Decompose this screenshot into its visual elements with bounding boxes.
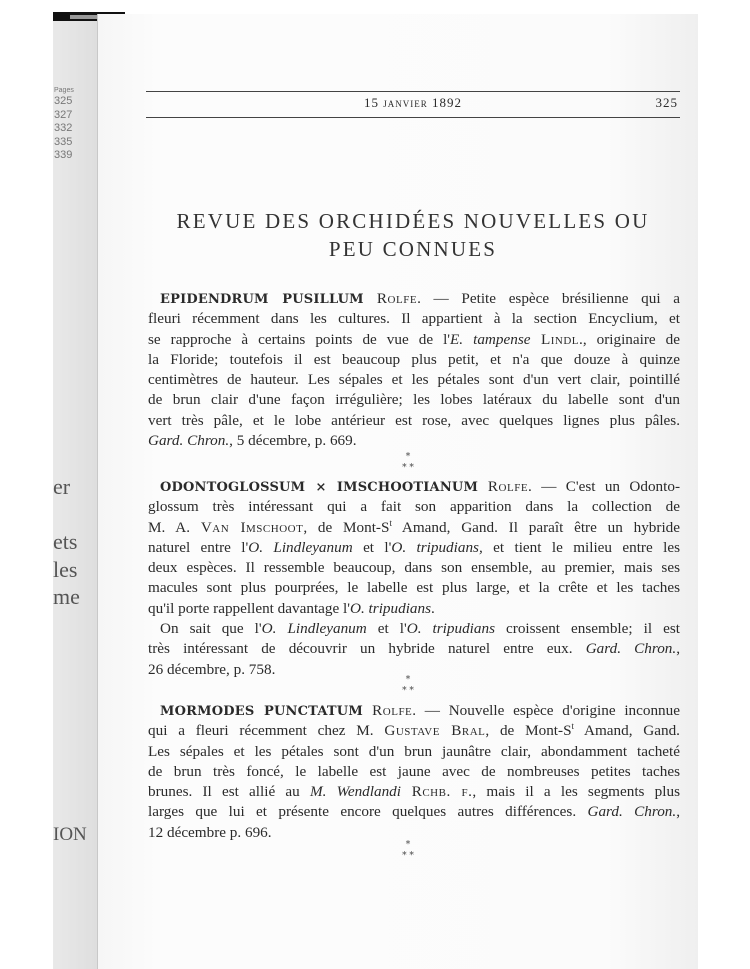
entry-odontoglossum-imschootianum — [148, 477, 680, 680]
author-name: Lindl — [530, 330, 580, 348]
text-segment: , de Mont-S — [485, 722, 572, 740]
section-separator — [393, 840, 423, 862]
text-line — [148, 701, 680, 721]
text-segment: se rapproche à certains points de vue de l' — [148, 330, 451, 348]
text-segment: . — C'est un Odonto- — [528, 478, 681, 495]
species-name: MORMODES PUNCTATUM — [160, 704, 363, 719]
text-segment: croissent ensemble; il est — [494, 620, 680, 638]
species-name: ODONTOGLOSSUM × IMSCHOOTIANUM — [160, 480, 479, 495]
text-segment: qu'il porte rappellent davantage l' — [148, 599, 350, 617]
text-segment: t — [389, 517, 392, 528]
italic-text: O. Lindleyanum — [261, 620, 367, 638]
index-number: 325 — [54, 95, 73, 107]
text-line — [148, 762, 680, 782]
previous-page-fragment: er — [53, 474, 71, 499]
author-name: Rolfe — [363, 290, 418, 307]
author-name: Van Imschoot — [200, 518, 304, 536]
entry-mormodes-punctatum — [148, 701, 680, 843]
text-segment: 12 décembre p. 696. — [148, 823, 272, 841]
text-segment: ., originaire de — [579, 330, 680, 348]
text-line — [148, 477, 680, 497]
text-segment: M. A. — [148, 518, 201, 536]
text-line — [148, 558, 680, 578]
text-line — [148, 370, 680, 390]
index-number: 332 — [54, 122, 73, 134]
text-segment: On sait que l' — [160, 620, 262, 638]
text-segment: naturel entre l' — [148, 538, 249, 556]
index-number: 335 — [54, 135, 73, 148]
text-line — [148, 289, 680, 309]
author-name: Rolfe — [362, 702, 413, 719]
italic-text: Gard. Chron. — [587, 803, 677, 821]
text-segment: 26 décembre, p. 758. — [148, 660, 276, 678]
previous-page-index — [54, 86, 74, 163]
text-line — [148, 390, 680, 410]
text-segment: Les sépales et les pétales sont d'un brun jaunâtre clair, abondamment tacheté — [148, 742, 680, 760]
text-segment: très intéressant de découvrir un hybride naturel entre eux. — [148, 640, 586, 658]
separator-star: * — [405, 675, 411, 685]
text-segment: de brun clair d'une façon irrégulière; les lobes latéraux du labelle sont d'un — [148, 391, 680, 409]
text-line — [148, 619, 680, 639]
entry-epidendrum-pusillum — [148, 289, 680, 451]
text-line — [148, 578, 680, 598]
text-segment: macules sont plus pourprées, le labelle est plus large, et la crête et les taches — [148, 579, 680, 597]
index-number: 327 — [54, 108, 73, 121]
text-segment: qui a fleuri récemment chez M. — [148, 722, 385, 740]
italic-text: O. tripudians — [406, 620, 495, 638]
author-name: Rolfe — [478, 478, 529, 495]
text-line — [148, 518, 680, 538]
species-name: EPIDENDRUM PUSILLUM — [160, 292, 364, 307]
header-rule-bottom — [146, 117, 680, 118]
italic-text: M. Wendlandi — [309, 783, 401, 801]
section-separator — [393, 452, 423, 474]
section-separator — [393, 675, 423, 697]
text-segment: glossum très intéressant qui a fait son apparition dans la collection de — [148, 498, 680, 516]
text-segment: centimètres de hauteur. Les sépales et les pétales sont d'un vert clair, pointillé — [148, 371, 680, 389]
running-header — [146, 95, 680, 113]
issue-date: 15 janvier 1892 — [364, 95, 462, 110]
index-header: Pages — [54, 87, 74, 94]
article-title-line-2: PEU CONNUES — [328, 237, 498, 261]
text-segment: t — [571, 721, 575, 732]
article-title-line-1: REVUE DES ORCHIDÉES NOUVELLES OU — [176, 209, 650, 233]
separator-stars: * * — [402, 686, 414, 696]
text-segment: vert très pâle, et le lobe antérieur est rose, avec quelques lignes plus pâles. — [148, 411, 680, 429]
text-line — [148, 538, 680, 558]
previous-page-fragment: ets — [53, 529, 78, 554]
text-segment: Amand, Gand. Il paraît être un hybride — [391, 518, 681, 536]
index-number: 339 — [54, 149, 73, 161]
text-line — [148, 802, 680, 822]
separator-star: * — [405, 452, 411, 462]
text-segment: fleuri récemment dans les cultures. Il appartient à la section Encyclium, et — [148, 310, 680, 328]
text-segment: Amand, Gand. — [574, 722, 680, 740]
text-segment: et l' — [366, 620, 407, 638]
text-line — [148, 742, 680, 762]
italic-text: Gard. Chron. — [148, 432, 230, 450]
text-segment: la Floride; toutefois il est beaucoup plus petit, et n'a que douze à quinze — [148, 350, 680, 368]
author-name: Rchb. f. — [401, 783, 473, 801]
text-line — [148, 782, 680, 802]
text-segment: . — [431, 599, 435, 617]
text-line — [148, 497, 680, 517]
text-segment: , — [676, 803, 680, 821]
separator-star: * — [405, 840, 411, 850]
italic-text: O. tripudians, — [391, 538, 483, 556]
previous-page-fragment: les — [53, 557, 78, 582]
italic-text: O. tripudians — [350, 599, 432, 617]
previous-page-fragment: ION — [53, 824, 87, 845]
text-segment: , 5 décembre, p. 669. — [229, 432, 357, 450]
page-number: 325 — [655, 95, 678, 110]
text-segment: brunes. Il est allié au — [148, 783, 310, 801]
text-line — [148, 721, 680, 741]
text-segment: de brun très foncé, le labelle est jaune avec de nombreuses petites taches — [148, 762, 680, 780]
text-line — [148, 350, 680, 370]
text-line — [148, 639, 680, 659]
text-line — [148, 309, 680, 329]
text-line — [148, 431, 680, 451]
italic-text: E. tampense — [450, 330, 531, 348]
text-segment: , — [676, 640, 680, 658]
text-segment: larges que lui et présente encore quelques autres différences. — [148, 803, 588, 821]
italic-text: O. Lindleyanum — [248, 538, 353, 556]
italic-text: Gard. Chron. — [585, 640, 677, 658]
text-segment: , de Mont-S — [303, 518, 390, 536]
text-line — [148, 411, 680, 431]
text-segment: deux espèces. Il ressemble beaucoup, dans son ensemble, au premier, mais ses — [148, 559, 680, 577]
previous-page-fragment: me — [53, 584, 80, 609]
text-line — [148, 330, 680, 350]
text-segment: et tient le milieu entre les — [482, 538, 680, 556]
separator-stars: * * — [402, 851, 414, 861]
text-segment: et l' — [352, 538, 392, 556]
text-line — [148, 599, 680, 619]
separator-stars: * * — [402, 463, 414, 473]
author-name: Gustave Bral — [384, 722, 486, 740]
text-segment: , mais il a les segments plus — [472, 783, 680, 801]
header-rule-top — [146, 91, 680, 92]
text-segment: . — Petite espèce brésilienne qui a — [417, 290, 680, 307]
text-segment: . — Nouvelle espèce d'origine inconnue — [412, 702, 680, 719]
